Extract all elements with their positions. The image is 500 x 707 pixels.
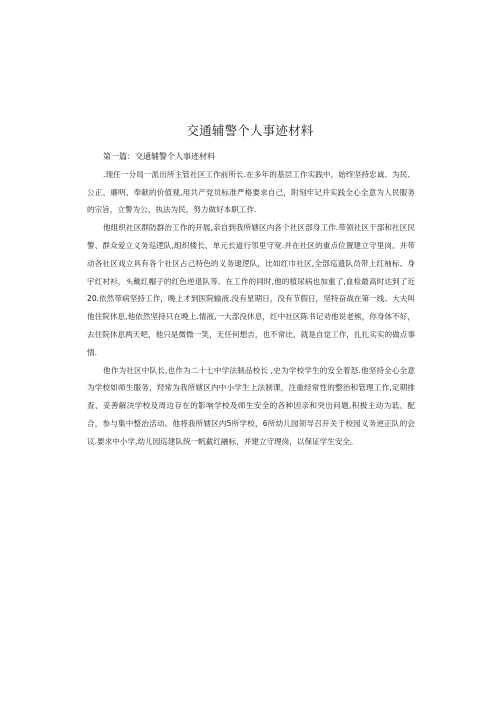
document-title: 交通辅警个人事迹材料 (186, 123, 314, 138)
paragraph-2: 他组织社区群防群治工作的开展,亲自到我所辖区内各个社区部身工作.带领社区干部和社区民警、群众爱立义务巡逻队,组织楼长、单元长道行邻里守宽.并在社区的重点位置建立守里岗。并带动各社区戏立具有各个社区占己特色的义务逮逻队，比如红巾社区,全部巡遗队员带上红袖标、身宇红衬衫，头戴红帽子的红色逆退队等。在工作的同时,他的植尿病也加重了,血检最高时达到了近20.依然带病坚持工作，晚上才到医院输液.没有星期日，没有节假日，坚特奋战在第一线。大夫叫他住院休息,他依然坚持只在晚上.情液,一大部没休息，红中社区陈书记劝他说老熊，你身体不好，去住院休息两天吧，他只是微微一笑，无任何想吉，也不常比，就是自觉工作，扎扎实实的做点事情. (87, 223, 415, 357)
document-body (87, 148, 415, 451)
paragraph-1: .现任一分局一派出所主管社区工作前所长.在多年的基层工作实践中，始终坚持忠诚、为民、公正、廉明、奉献的价值观,用共产党员标准严格要求自己，附刻牢记并实践全心全意为人民服务的宗旨，立警为公、执法为民，努力做好本职工作. (87, 169, 415, 215)
section-heading: 第一篇：交通辅警个人事迹材料 (103, 152, 215, 161)
paragraph-3: 他作为社区中队长,也作为二十七中学法制品校长 ,史为学校学生的安全着怒.他坚持全心全意为学校如师生服务，羟常为我所辖区内中小学生上法制课，注重经常性的整治和管理工作,定期排查、妥善解决学校及周边存在的影响学校及师生安全的各种因亲和突出问题,积极主动为诋、配合，参与集中整治活动。他将我所辖区内5所学校，6所幼儿园领导召开关于校园义务逆正队的会议.要求中小学,幼儿园巡建队统一帆截红融标，并建立守理岗，以保证学生安全。 (87, 365, 415, 446)
